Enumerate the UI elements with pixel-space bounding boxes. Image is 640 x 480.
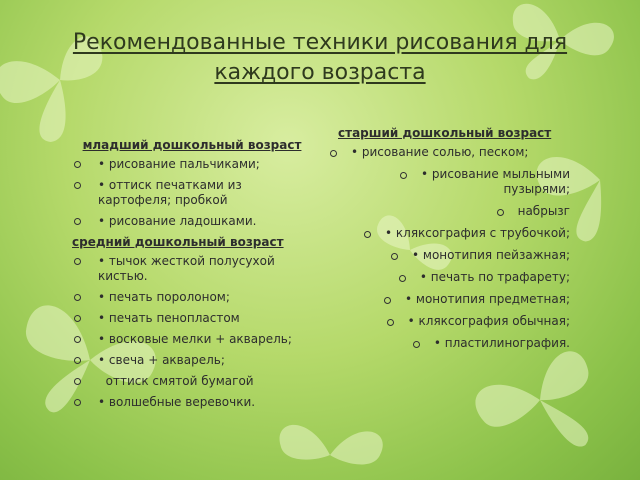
list-item: • восковые мелки + акварель; <box>72 332 312 347</box>
bullet-circle-icon <box>74 399 81 406</box>
bullet-circle-icon <box>391 253 398 260</box>
list-item: • рисование солью, песком; <box>330 145 570 160</box>
list-item: • тычок жесткой полусухой кистью. <box>72 254 312 284</box>
list-item: • волшебные веревочки. <box>72 395 312 410</box>
senior-list <box>330 145 570 351</box>
middle-list <box>72 254 312 410</box>
bullet-circle-icon <box>400 172 407 179</box>
bullet-circle-icon <box>74 294 81 301</box>
list-item: • пластилинография. <box>330 336 570 351</box>
list-item: • печать пенопластом <box>72 311 312 326</box>
right-column <box>330 126 570 358</box>
bullet-circle-icon <box>384 297 391 304</box>
list-item: оттиск смятой бумагой <box>72 374 312 389</box>
group-header-junior: младший дошкольный возраст <box>82 138 302 152</box>
bullet-circle-icon <box>74 357 81 364</box>
list-item: • монотипия пейзажная; <box>330 248 570 263</box>
left-column <box>72 138 312 416</box>
list-item: • печать поролоном; <box>72 290 312 305</box>
slide-title: Рекомендованные техники рисования для каждого возраста <box>72 30 568 85</box>
list-item: • печать по трафарету; <box>330 270 570 285</box>
bullet-circle-icon <box>74 336 81 343</box>
list-item: • рисование ладошками. <box>72 214 312 229</box>
bullet-circle-icon <box>387 319 394 326</box>
list-item: • кляксография с трубочкой; <box>330 226 570 241</box>
bullet-circle-icon <box>74 218 81 225</box>
list-item: • свеча + акварель; <box>72 353 312 368</box>
bullet-circle-icon <box>74 161 81 168</box>
junior-list <box>72 157 312 229</box>
group-header-middle: средний дошкольный возраст <box>72 235 284 249</box>
list-item: • рисование мыльными пузырями; <box>330 167 570 197</box>
group-header-senior: старший дошкольный возраст <box>338 126 552 140</box>
bullet-circle-icon <box>74 378 81 385</box>
list-item: • монотипия предметная; <box>330 292 570 307</box>
bullet-circle-icon <box>413 341 420 348</box>
bullet-circle-icon <box>364 231 371 238</box>
bullet-circle-icon <box>399 275 406 282</box>
bullet-circle-icon <box>497 209 504 216</box>
list-item: • рисование пальчиками; <box>72 157 312 172</box>
bullet-circle-icon <box>330 150 337 157</box>
bullet-circle-icon <box>74 258 81 265</box>
list-item: набрызг <box>330 204 570 219</box>
bullet-circle-icon <box>74 315 81 322</box>
list-item: • кляксография обычная; <box>330 314 570 329</box>
bullet-circle-icon <box>74 182 81 189</box>
list-item: • оттиск печатками из картофеля; пробкой <box>72 178 312 208</box>
